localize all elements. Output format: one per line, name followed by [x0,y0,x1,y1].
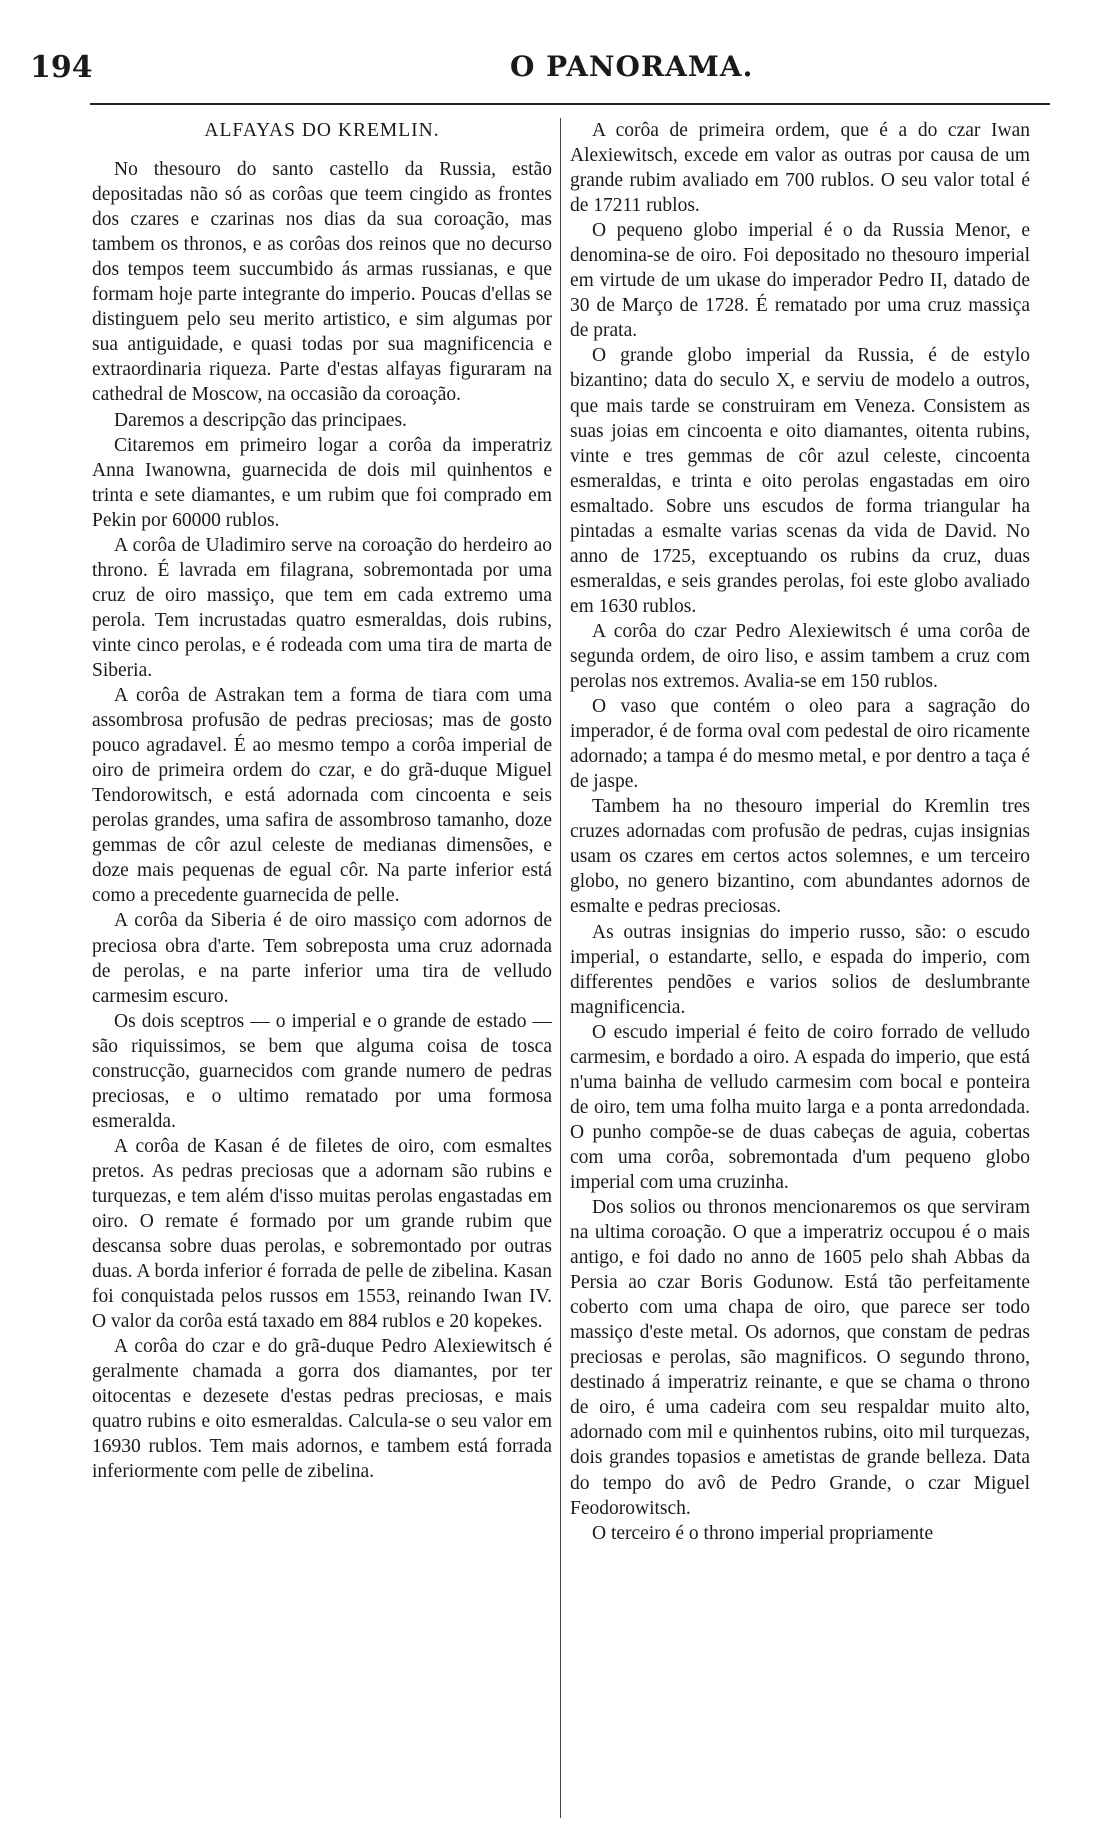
paragraph: A corôa de Kasan é de filetes de oiro, com esmaltes pretos. As pedras preciosas que a adornam são rubins e turquezas, e tem além d'isso muitas perolas engastadas em oiro. O remate é formado por um grande rubim que descansa sobre duas perolas, e sobremontado por outras duas. A borda inferior é forrada de pelle de zibelina. Kasan foi conquistada pelos russos em 1553, reinando Iwan IV. O valor da corôa está taxado em 884 rublos e 20 kopekes. [92,1135,552,1333]
paragraph: O vaso que contém o oleo para a sagração do imperador, é de forma oval com pedestal de oiro ricamente adornado; a tampa é do mesmo metal, e por dentro a taça é de jaspe. [570,696,1030,793]
paragraph: O pequeno globo imperial é o da Russia Menor, e denomina-se de oiro. Foi depositado no thesouro imperial em virtude de um ukase do imperador Pedro II, datado de 30 de Março de 1728. É rematado por uma cruz massiça de prata. [570,220,1030,342]
paragraph: A corôa de primeira ordem, que é a do czar Iwan Alexiewitsch, excede em valor as outras por causa de um grande rubim avaliado em 700 rublos. O seu valor total é de 17211 rublos. [570,120,1030,217]
paragraph: A corôa do czar e do grã-duque Pedro Alexiewitsch é geralmente chamada a gorra dos diamantes, por ter oitocentas e dezesete d'estas pedras preciosas, e mais quatro rubins e oito esmeraldas. Calcula-se o seu valor em 16930 rublos. Tem mais adornos, e tambem está forrada inferiormente com pelle de zibelina. [92,1336,552,1483]
paragraph: No thesouro do santo castello da Russia, estão depositadas não só as corôas que teem cingido as frontes dos czares e czarinas nos dias da sua coroação, mas tambem os thronos, e as corôas dos reinos que no decurso dos tempos teem succumbido ás armas russianas, e que formam hoje parte integrante do imperio. Poucas d'ellas se distinguem pelo seu merito artistico, e sim algumas por sua antiguidade, e quasi todas por sua magnificencia e extraordinaria riqueza. Parte d'estas alfayas figuraram na cathedral de Moscow, na occasião da coroação. [92,159,552,406]
paragraph: Os dois sceptros — o imperial e o grande de estado — são riquissimos, se bem que alguma coisa de tosca construcção, guarnecidos com grande numero de pedras preciosas, e o ultimo rematado por uma formosa esmeralda. [92,1010,552,1132]
page-header [30,50,1050,90]
paragraph: As outras insignias do imperio russo, são: o escudo imperial, o estandarte, sello, e espada do imperio, com differentes pendões e varios solios de deslumbrante magnificencia. [570,921,1030,1018]
paragraph: O grande globo imperial da Russia, é de estylo bizantino; data do seculo X, e serviu de modelo a outros, que mais tarde se construiram em Veneza. Consistem as suas joias em cincoenta e oito diamantes, oitenta rubins, vinte e tres gemmas de côr azul celeste, cincoenta esmeraldas, e trinta e oito perolas engastadas em oiro esmaltado. Sobre uns escudos de forma triangular ha pintadas a esmalte varias scenas da vida de David. No anno de 1725, exceptuando os rubins da cruz, duas esmeraldas, e seis grandes perolas, foi este globo avaliado em 1630 rublos. [570,345,1030,617]
paragraph: A corôa da Siberia é de oiro massiço com adornos de preciosa obra d'arte. Tem sobreposta uma cruz adornada de perolas, e na parte inferior uma tira de velludo carmesim escuro. [92,910,552,1007]
column-divider [560,118,561,1818]
paragraph: Daremos a descripção das principaes. [114,409,407,431]
header-rule [90,103,1050,105]
paragraph: Tambem ha no thesouro imperial do Kremlin tres cruzes adornadas com profusão de pedras, cujas insignias usam os czares em certos actos solemnes, e um terceiro globo, no genero bizantino, com abundantes adornos de esmalte e pedras preciosas. [570,796,1030,918]
paragraph: A corôa de Astrakan tem a forma de tiara com uma assombrosa profusão de pedras preciosas; mas de gosto pouco agradavel. É ao mesmo tempo a corôa imperial de oiro de primeira ordem do czar, e do grã-duque Miguel Tendorowitsch, e está adornada com cincoenta e seis perolas grandes, uma safira de assombroso tamanho, doze gemmas de côr azul celeste de medianas dimensões, e doze mais pequenas de egual côr. Na parte inferior está como a precedente guarnecida de pelle. [92,685,552,907]
paragraph: O terceiro é o throno imperial propriamente [592,1522,934,1544]
article-title: ALFAYAS DO KREMLIN. [204,120,440,141]
paragraph: Citaremos em primeiro logar a corôa da imperatriz Anna Iwanowna, guarnecida de dois mil quinhentos e trinta e sete diamantes, e um rubim que foi comprado em Pekin por 60000 rublos. [92,434,552,531]
right-column [570,118,1030,1546]
paragraph: A corôa de Uladimiro serve na coroação do herdeiro ao throno. É lavrada em filagrana, sobremontada por uma cruz de oiro massiço, que tem em cada extremo uma perola. Tem incrustadas quatro esmeraldas, dois rubins, vinte cinco perolas, e é rodeada com uma tira de marta de Siberia. [92,534,552,681]
journal-title: O PANORAMA. [510,50,754,83]
paragraph: O escudo imperial é feito de coiro forrado de velludo carmesim, e bordado a oiro. A espada do imperio, que está n'uma bainha de velludo carmesim com bocal e ponteira de oiro, tem uma folha muito larga e a ponta arredondada. O punho compõe-se de duas cabeças de aguia, cobertas com uma corôa, sobremontada d'um pequeno globo imperial com uma cruzinha. [570,1021,1030,1193]
paragraph: Dos solios ou thronos mencionaremos os que serviram na ultima coroação. O que a imperatriz occupou é o mais antigo, e foi dado no anno de 1605 pelo shah Abbas da Persia ao czar Boris Godunow. Está tão perfeitamente coberto com uma chapa de oiro, que parece ser todo massiço d'este metal. Os adornos, que constam de pedras preciosas e perolas, são magnificos. O segundo throno, destinado á imperatriz reinante, e que se chama o throno de oiro, é uma cadeira com seu respaldar muito alto, adornado com mil e quinhentos rubins, oito mil turquezas, dois grandes topasios e ametistas de grande belleza. Data do tempo do avô de Pedro Grande, o czar Miguel Feodorowitsch. [570,1197,1030,1519]
page-number: 194 [30,50,93,85]
left-column [92,118,552,1485]
paragraph: A corôa do czar Pedro Alexiewitsch é uma corôa de segunda ordem, de oiro liso, e assim tambem a cruz com perolas nos extremos. Avalia-se em 150 rublos. [570,620,1030,693]
